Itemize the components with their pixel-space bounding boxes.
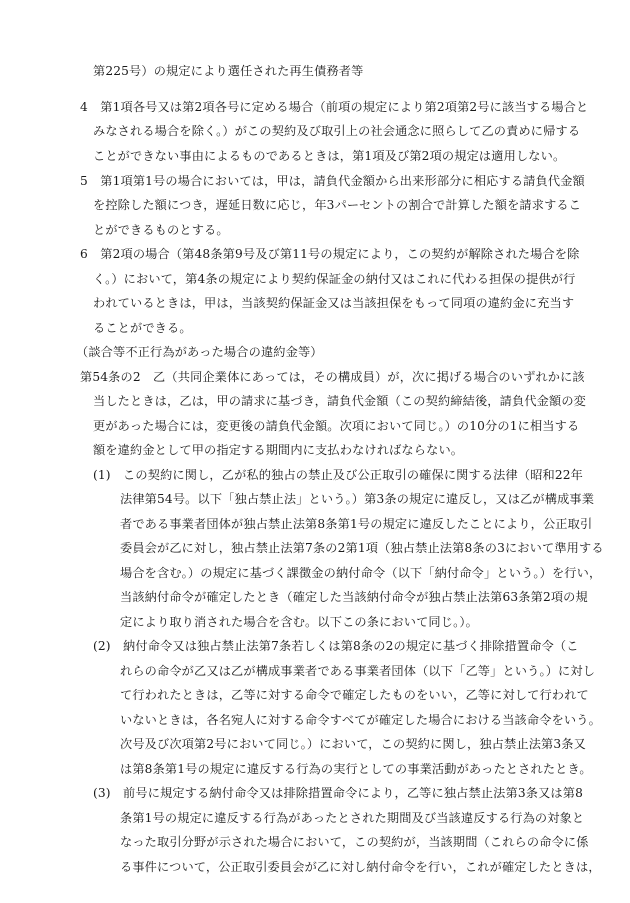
text-line: 場合を含む。）の規定に基づく課徴金の納付命令（以下「納付命令」という。）を行い， bbox=[120, 566, 602, 580]
text-line: る事件について，公正取引委員会が乙に対し納付命令を行い，これが確定したときは， bbox=[120, 860, 601, 874]
text-line: 者である事業者団体が独占禁止法第8条第1号の規定に違反したことにより，公正取引 bbox=[120, 517, 593, 531]
text-line: みなされる場合を除く。）がこの契約及び取引上の社会通念に照らして乙の責めに帰する bbox=[93, 124, 581, 138]
text-line: は第8条第1号の規定に違反する行為の実行としての事業活動があったとされたとき。 bbox=[120, 762, 592, 776]
text-line: 委員会が乙に対し，独占禁止法第7条の2第1項（独占禁止法第8条の3において準用する bbox=[120, 541, 604, 555]
text-line: とができるものとする。 bbox=[93, 223, 229, 237]
text-line: いないときは，各名宛人に対する命令すべてが確定した場合における当該命令をいう。 bbox=[120, 713, 601, 727]
section-caption: （談合等不正行為があった場合の違約金等） bbox=[76, 345, 323, 359]
text-line: 額を違約金として甲の指定する期間内に支払わなければならない。 bbox=[93, 443, 464, 457]
text-line: 当該納付命令が確定したとき（確定した当該納付命令が独占禁止法第63条第2項の規 bbox=[120, 590, 588, 604]
text-line: 定により取り消された場合を含む。以下この条において同じ。）。 bbox=[120, 615, 478, 629]
item-3-start: (3) 前号に規定する納付命令又は排除措置命令により，乙等に独占禁止法第3条又は第8 bbox=[93, 786, 584, 800]
text-line: 条第1号の規定に違反する行為があったとされた期間及び当該違反する行為の対象と bbox=[120, 811, 585, 825]
text-line: ることができる。 bbox=[93, 321, 192, 335]
text-line: を控除した額につき，遅延日数に応じ，年3パーセントの割合で計算した額を請求するこ bbox=[93, 198, 582, 212]
paragraph-6-start: 6 第2項の場合（第48条第9号及び第11号の規定により，この契約が解除された場合を除 bbox=[80, 247, 580, 261]
text-line: く。）において，第4条の規定により契約保証金の納付又はこれに代わる担保の提供が行 bbox=[93, 272, 576, 286]
text-line: て行われたときは，乙等に対する命令で確定したものをいい，乙等に対して行われて bbox=[120, 688, 589, 702]
text-line: なった取引分野が示された場合において，この契約が，当該期間（これらの命令に係 bbox=[120, 835, 589, 849]
text-line: 当したときは，乙は，甲の請求に基づき，請負代金額（この契約締結後，請負代金額の変 bbox=[93, 394, 587, 408]
text-line: 法律第54号。以下「独占禁止法」という。）第3条の規定に違反し，又は乙が構成事業 bbox=[120, 492, 595, 506]
text-line: ことができない事由によるものであるときは，第1項及び第2項の規定は適用しない。 bbox=[93, 149, 566, 163]
text-line: 次号及び次項第2号において同じ。）において，この契約に関し，独占禁止法第3条又 bbox=[120, 737, 586, 751]
paragraph-5-start: 5 第1項第1号の場合においては，甲は，請負代金額から出来形部分に相応する請負代金額 bbox=[80, 174, 585, 188]
article-54-2-start: 第54条の2 乙（共同企業体にあっては，その構成員）が，次に掲げる場合のいずれかに該 bbox=[80, 370, 585, 384]
text-line: 第225号）の規定により選任された再生債務者等 bbox=[93, 64, 364, 78]
text-line: れらの命令が乙又は乙が構成事業者である事業者団体（以下「乙等」という。）に対し bbox=[120, 664, 596, 678]
item-1-start: (1) この契約に関し，乙が私的独占の禁止及び公正取引の確保に関する法律（昭和22年 bbox=[93, 468, 584, 482]
text-line: 更があった場合には，変更後の請負代金額。次項において同じ。）の10分の1に相当する bbox=[93, 419, 580, 433]
text-line: われているときは，甲は，当該契約保証金又は当該担保をもって同項の違約金に充当す bbox=[93, 296, 575, 310]
item-2-start: (2) 納付命令又は独占禁止法第7条若しくは第8条の2の規定に基づく排除措置命令（こ bbox=[93, 639, 579, 653]
paragraph-4-start: 4 第1項各号又は第2項各号に定める場合（前項の規定により第2項第2号に該当する場合と bbox=[80, 100, 589, 114]
